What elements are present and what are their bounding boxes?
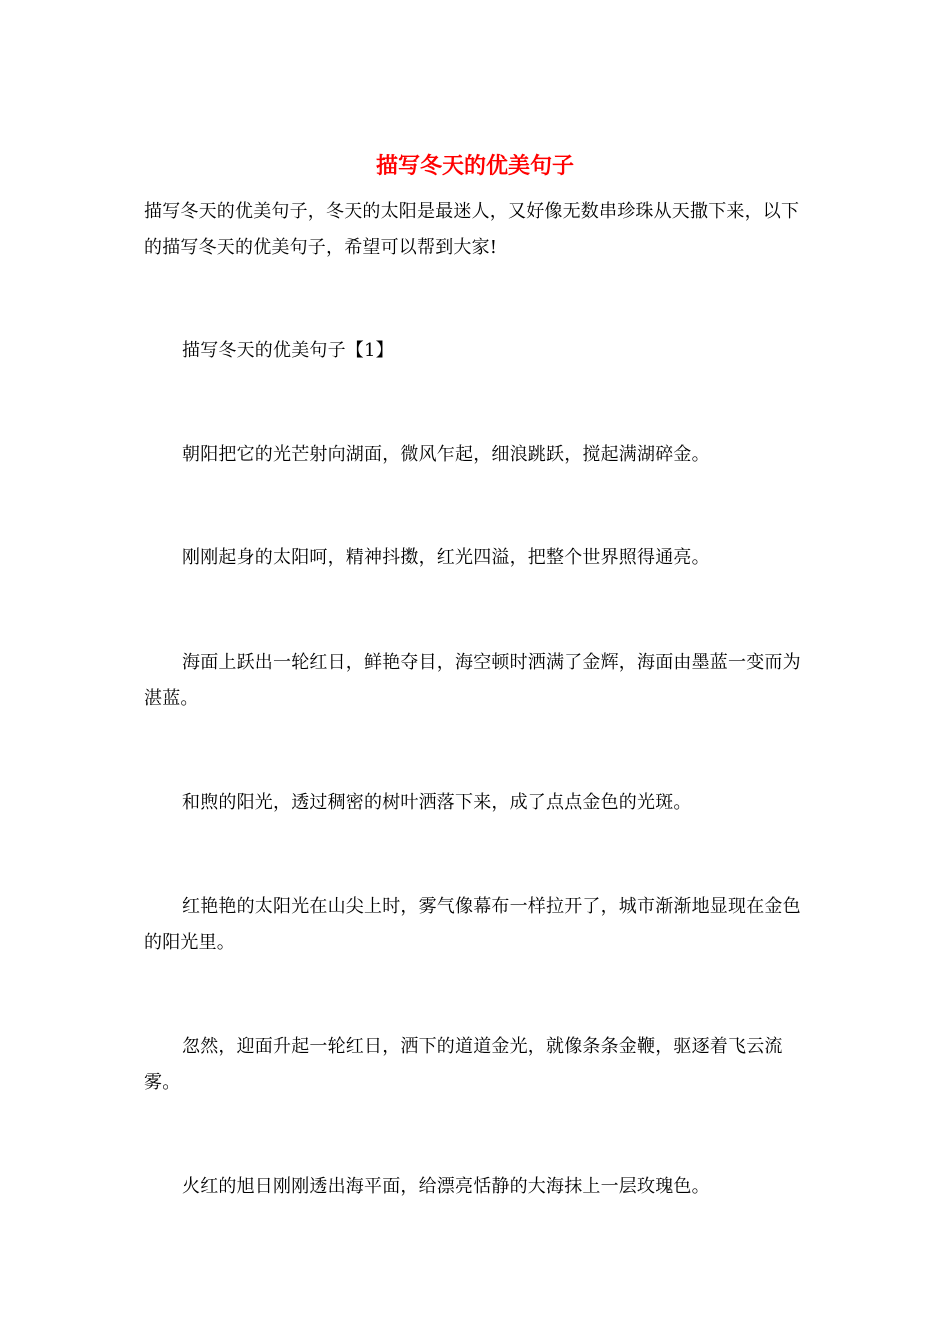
sentence-paragraph: 刚刚起身的太阳呵，精神抖擞，红光四溢，把整个世界照得通亮。 bbox=[182, 547, 710, 568]
sentence-paragraph: 海面上跃出一轮红日，鲜艳夺目，海空顿时洒满了金辉，海面由墨蓝一变而为湛蓝。 bbox=[144, 652, 801, 709]
sentence-paragraph: 红艳艳的太阳光在山尖上时，雾气像幕布一样拉开了，城市渐渐地显现在金色的阳光里。 bbox=[144, 896, 801, 953]
section-heading: 描写冬天的优美句子【1】 bbox=[182, 340, 394, 361]
intro-paragraph: 描写冬天的优美句子，冬天的太阳是最迷人，又好像无数串珍珠从天撒下来，以下的描写冬天的优美句子，希望可以帮到大家! bbox=[144, 201, 800, 258]
sentence-paragraph: 火红的旭日刚刚透出海平面，给漂亮恬静的大海抹上一层玫瑰色。 bbox=[182, 1176, 710, 1197]
sentence-paragraph: 忽然，迎面升起一轮红日，洒下的道道金光，就像条条金鞭，驱逐着飞云流雾。 bbox=[144, 1036, 783, 1093]
document-title: 描写冬天的优美句子 bbox=[375, 153, 574, 179]
sentence-paragraph: 朝阳把它的光芒射向湖面，微风乍起，细浪跳跃，搅起满湖碎金。 bbox=[182, 444, 710, 465]
sentence-paragraph: 和煦的阳光，透过稠密的树叶洒落下来，成了点点金色的光斑。 bbox=[182, 792, 692, 813]
